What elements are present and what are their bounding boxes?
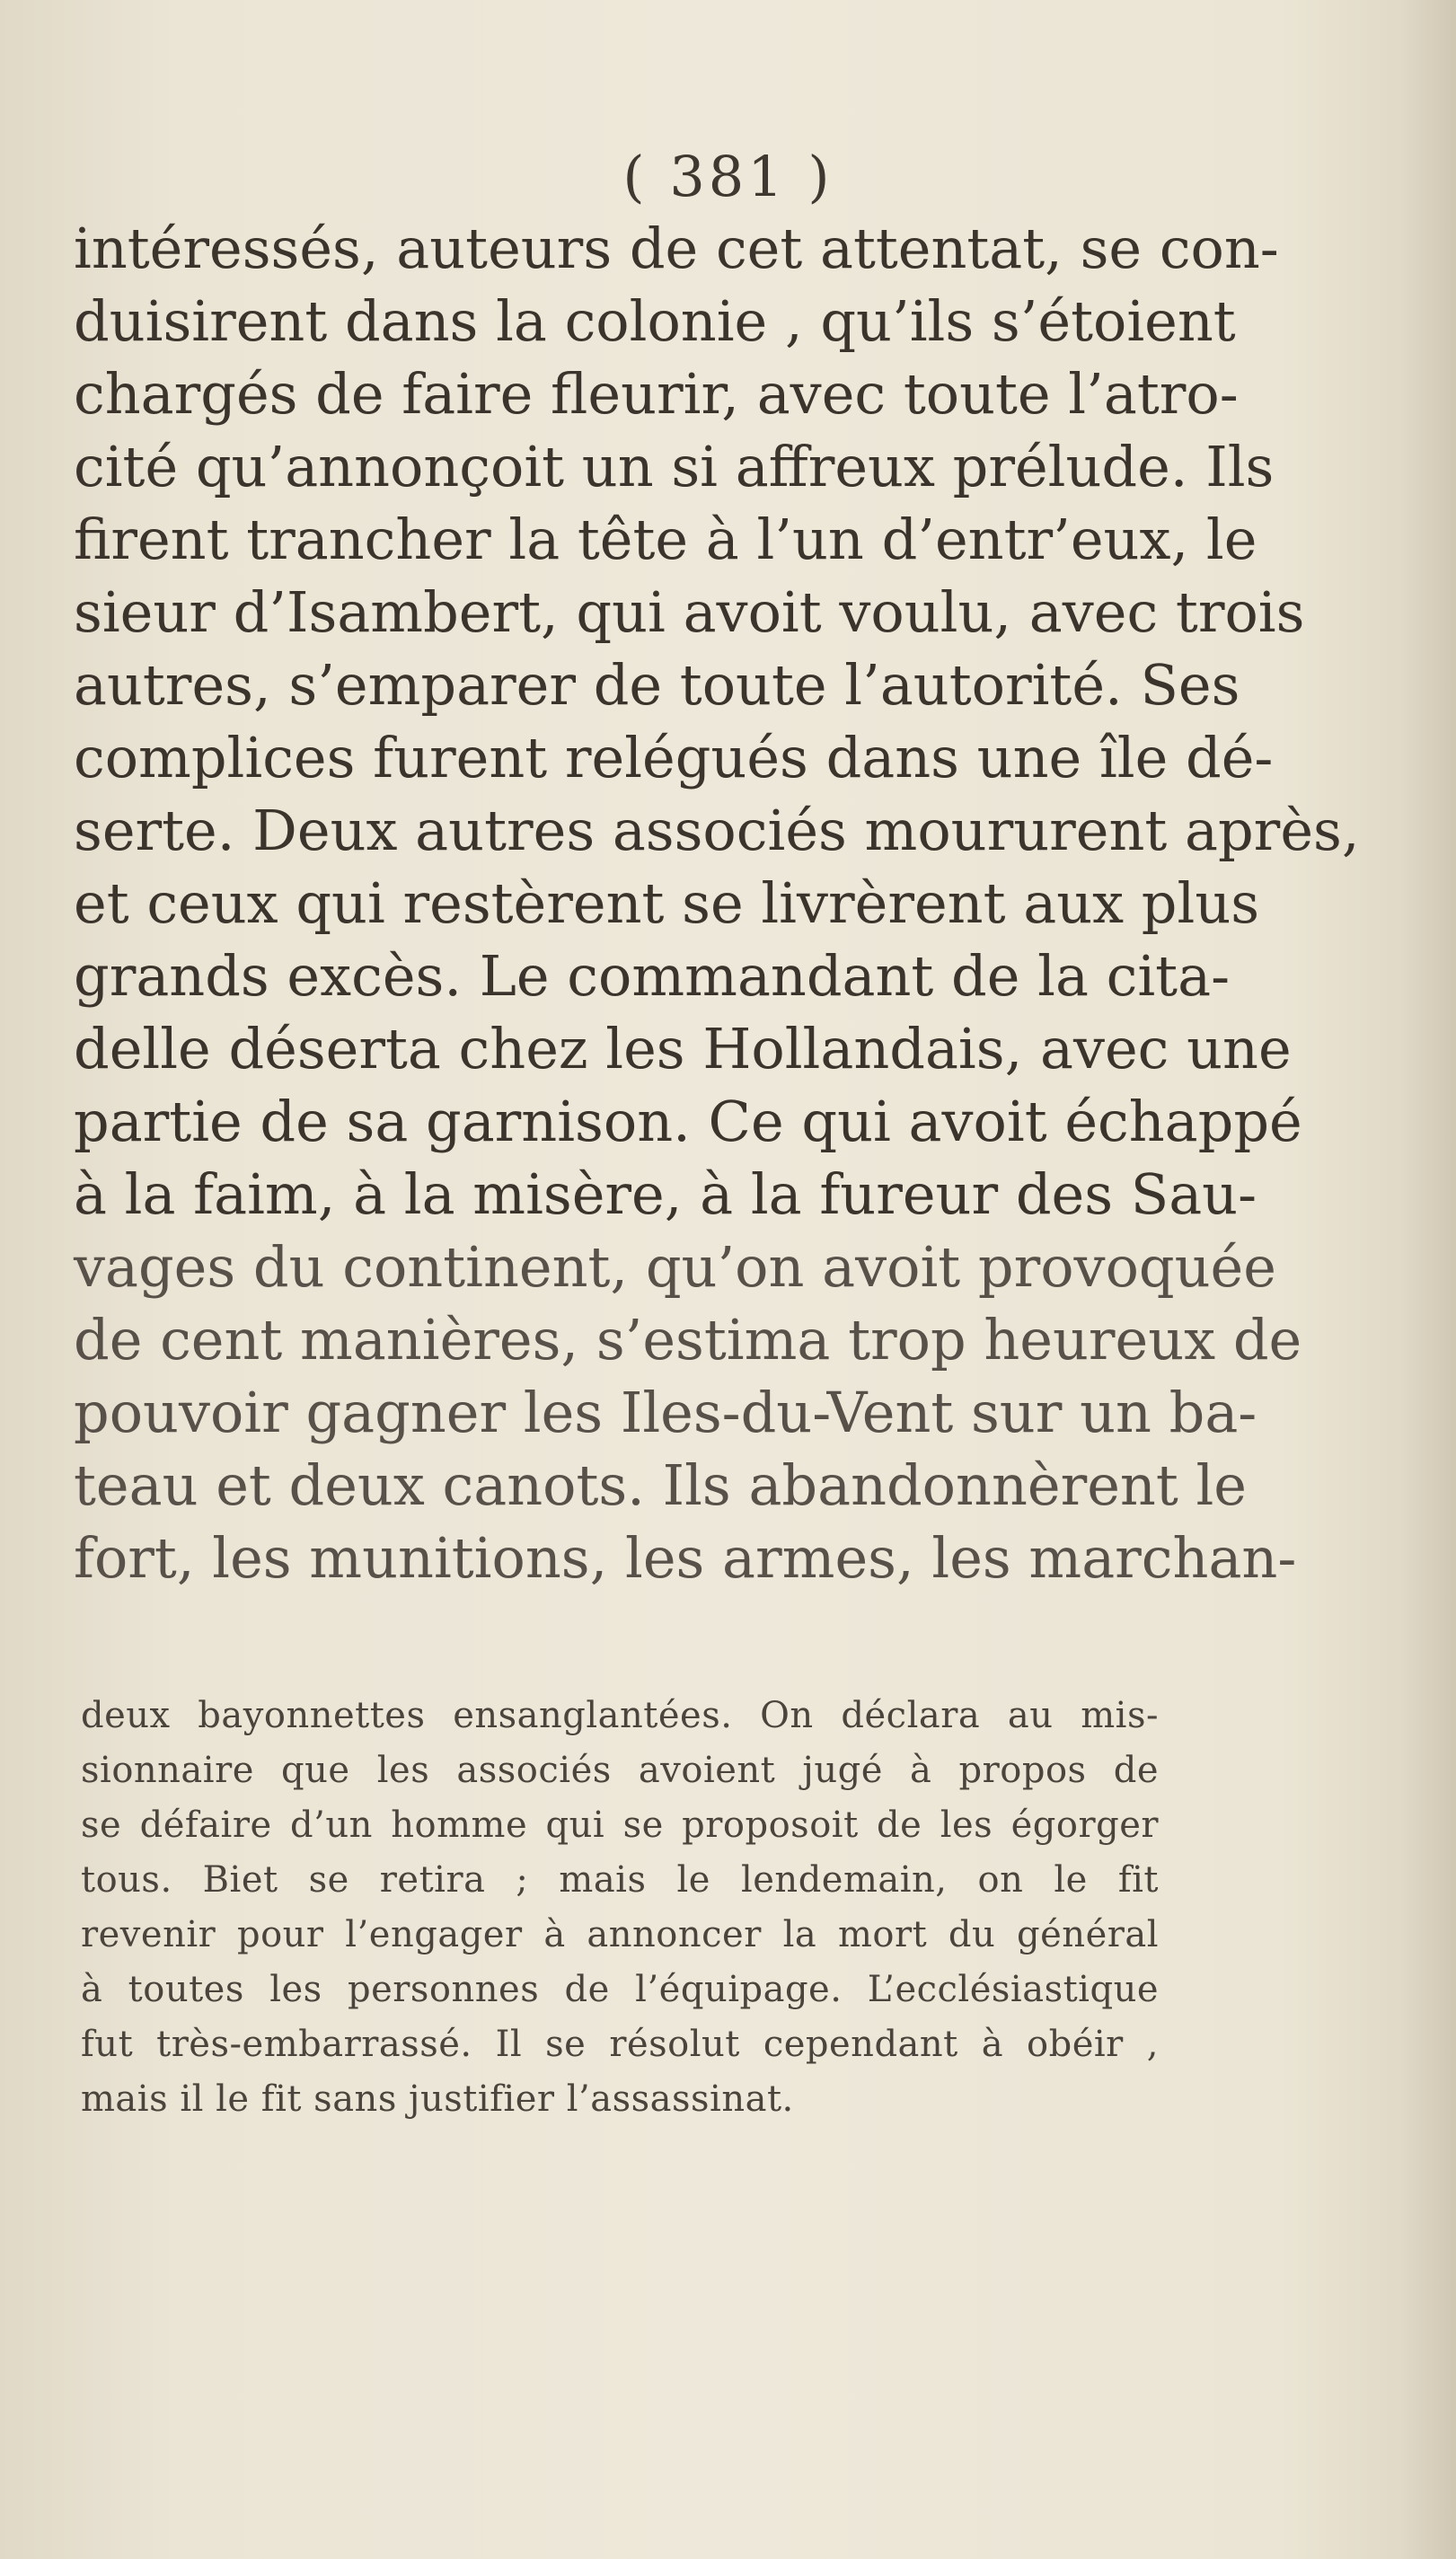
- text-line: sieur d’Isambert, qui avoit voulu, avec trois: [74, 579, 1305, 645]
- footnote-line: à toutes les personnes de l’équipage. L’ecclésiastique: [81, 1969, 1159, 2010]
- text-line: de cent manières, s’estima trop heureux de: [74, 1307, 1302, 1372]
- footnote-line: tous. Biet se retira ; mais le lendemain, on le fit: [81, 1859, 1159, 1901]
- text-line: duisirent dans la colonie , qu’ils s’étoient: [74, 288, 1236, 354]
- text-line: intéressés, auteurs de cet attentat, se con-: [74, 216, 1279, 281]
- footnote-line: fut très-embarrassé. Il se résolut cependant à obéir ,: [81, 2024, 1159, 2065]
- text-line: serte. Deux autres associés moururent après,: [74, 798, 1360, 863]
- main-text-block: [74, 212, 1360, 1594]
- text-line: delle déserta chez les Hollandais, avec une: [74, 1016, 1292, 1081]
- footnote-line: mais il le fit sans justifier l’assassinat.: [81, 2078, 794, 2120]
- text-line: grands excès. Le commandant de la cita-: [74, 943, 1231, 1009]
- text-line: cité qu’annonçoit un si affreux prélude. Ils: [74, 434, 1275, 499]
- text-line: pouvoir gagner les Iles-du-Vent sur un ba-: [74, 1380, 1257, 1445]
- text-line: et ceux qui restèrent se livrèrent aux plus: [74, 870, 1260, 936]
- footnote-line: sionnaire que les associés avoient jugé à propos de: [81, 1750, 1159, 1791]
- text-line: autres, s’emparer de toute l’autorité. Ses: [74, 652, 1240, 718]
- footnote-line: se défaire d’un homme qui se proposoit de les égorger: [81, 1805, 1159, 1846]
- text-line: fort, les munitions, les armes, les marchan-: [74, 1525, 1297, 1591]
- text-line: firent trancher la tête à l’un d’entr’eux, le: [74, 507, 1257, 572]
- footnote-line: revenir pour l’engager à annoncer la mort du général: [81, 1914, 1159, 1955]
- page-number: ( 381 ): [622, 144, 834, 209]
- footnote-block: [81, 1689, 1159, 2127]
- page-edge-shadow: [1402, 0, 1456, 2559]
- text-line: teau et deux canots. Ils abandonnèrent le: [74, 1452, 1247, 1518]
- text-line: vages du continent, qu’on avoit provoquée: [74, 1234, 1276, 1300]
- footnote-line: deux bayonnettes ensanglantées. On déclara au mis-: [81, 1695, 1159, 1736]
- text-line: chargés de faire fleurir, avec toute l’atro-: [74, 361, 1239, 427]
- text-line: partie de sa garnison. Ce qui avoit échappé: [74, 1089, 1302, 1154]
- text-line: à la faim, à la misère, à la fureur des Sau-: [74, 1161, 1257, 1227]
- text-line: complices furent relégués dans une île dé-: [74, 725, 1274, 790]
